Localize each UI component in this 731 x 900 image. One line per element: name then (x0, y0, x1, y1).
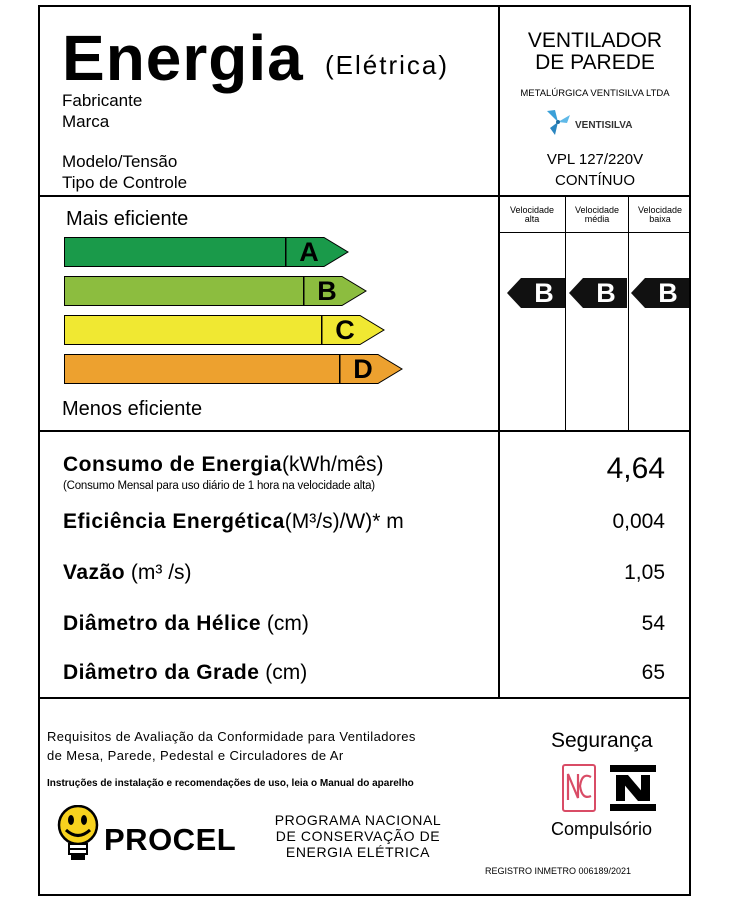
consumption-note: (Consumo Mensal para uso diário de 1 hora na velocidade alta) (63, 480, 375, 492)
inmetro-registration: REGISTRO INMETRO 006189/2021 (485, 866, 632, 876)
manufacturer-label: Fabricante (62, 91, 143, 110)
speed-column-divider-2 (628, 195, 629, 430)
speed-high-class-badge (507, 278, 565, 308)
safety-label: Segurança (551, 729, 653, 752)
efficiency-divider (38, 430, 691, 432)
speed-header-divider (498, 232, 691, 233)
column-divider (498, 5, 500, 697)
consumption-unit: (kWh/mês) (282, 453, 384, 476)
inmetro-logo-icon (608, 763, 658, 813)
airflow-unit: (m³ /s) (130, 561, 192, 584)
model-label: Modelo/Tensão (62, 152, 178, 171)
speed-low-class: B (658, 278, 678, 308)
speed-medium-class-badge (569, 278, 627, 308)
product-type-line1: VENTILADOR (527, 29, 663, 52)
label-title: Energia (62, 22, 304, 94)
grille-diameter-name: Diâmetro da Grade (63, 661, 260, 684)
efficiency-row (63, 510, 404, 534)
conformity-seal-icon (562, 764, 596, 812)
blade-diameter-unit: (cm) (266, 612, 309, 635)
efficiency-name: Eficiência Energética (63, 510, 285, 533)
model-value: VPL 127/220V (546, 151, 644, 168)
requirements-line2: de Mesa, Parede, Pedestal e Circuladores de Ar (47, 748, 344, 763)
control-type-value: CONTÍNUO (555, 172, 635, 189)
airflow-row (63, 561, 192, 585)
speed-high-class: B (534, 278, 554, 308)
manufacturer-name: METALÚRGICA VENTISILVA LTDA (520, 88, 670, 99)
grade-letter-a: A (299, 237, 319, 267)
efficiency-unit: (M³/s)/W)* m (284, 510, 404, 533)
requirements-line1: Requisitos de Avaliação da Conformidade para Ventiladores (47, 729, 416, 744)
brand-name: VENTISILVA (575, 120, 633, 131)
speed-low-class-badge (631, 278, 689, 308)
blade-diameter-row (63, 612, 309, 636)
consumption-name: Consumo de Energia (63, 453, 283, 476)
speed-column-divider-1 (565, 195, 566, 430)
grade-letter-c: C (335, 315, 355, 345)
consumption-row (63, 453, 384, 477)
compulsory-label: Compulsório (551, 819, 653, 839)
speed-medium-header: Velocidade média (574, 205, 620, 224)
brand-logo-icon (543, 107, 573, 137)
grade-letter-d: D (353, 354, 373, 384)
procel-mascot-icon (56, 805, 100, 867)
grille-diameter-unit: (cm) (265, 661, 308, 684)
airflow-name: Vazão (63, 561, 126, 584)
brand-label: Marca (62, 112, 110, 131)
blade-diameter-name: Diâmetro da Hélice (63, 612, 262, 635)
footer-divider (38, 697, 691, 699)
grille-diameter-row (63, 661, 307, 685)
efficiency-value: 0,004 (612, 510, 665, 533)
control-type-label: Tipo de Controle (62, 173, 188, 192)
speed-low-header: Velocidade baixa (637, 205, 683, 224)
blade-diameter-value: 54 (641, 612, 665, 635)
instructions-text: Instruções de instalação e recomendações de uso, leia o Manual do aparelho (47, 778, 414, 789)
airflow-value: 1,05 (624, 561, 665, 584)
speed-high-header: Velocidade alta (509, 205, 555, 224)
header-divider (38, 195, 691, 197)
label-subtitle: (Elétrica) (325, 50, 450, 80)
procel-logo-text: PROCEL (104, 822, 237, 857)
procel-program-text: PROGRAMA NACIONAL DE CONSERVAÇÃO DE ENERGIA ELÉTRICA (274, 812, 442, 860)
product-type-line2: DE PAREDE (535, 51, 655, 74)
least-efficient-label: Menos eficiente (62, 398, 203, 420)
speed-medium-class: B (596, 278, 616, 308)
consumption-value: 4,64 (606, 452, 665, 485)
grille-diameter-value: 65 (641, 661, 665, 684)
grade-letter-b: B (317, 276, 337, 306)
most-efficient-label: Mais eficiente (66, 208, 189, 230)
